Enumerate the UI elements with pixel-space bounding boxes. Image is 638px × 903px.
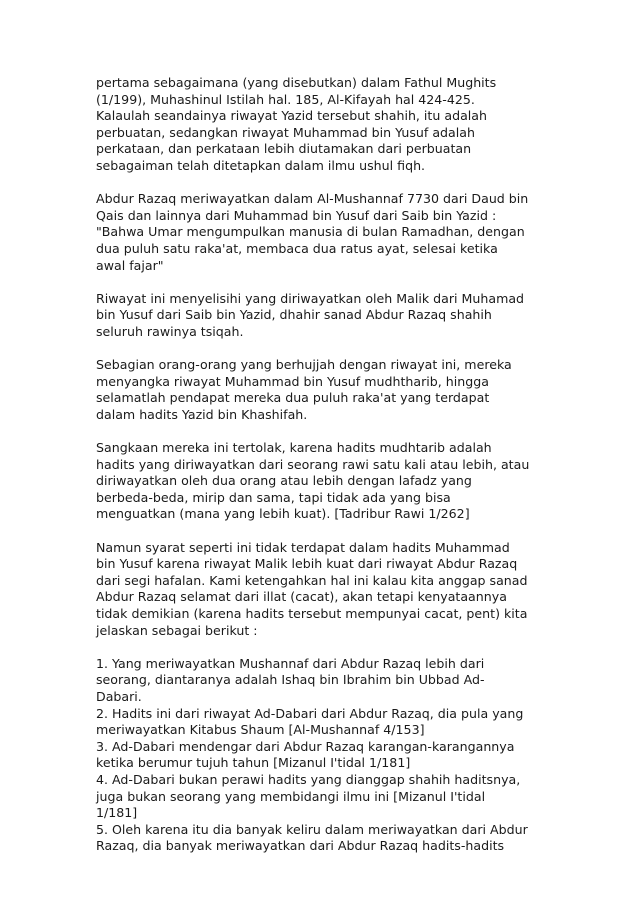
paragraph-gap [96,175,598,192]
text-line: Abdur Razaq meriwayatkan dalam Al-Mushannaf 7730 dari Daud bin [96,191,529,207]
text-line: selamatlah pendapat mereka dua puluh raka'at yang terdapat [96,390,490,406]
text-line: sebagaiman telah ditetapkan dalam ilmu ushul fiqh. [96,157,426,173]
text-line: 3. Ad-Dabari mendengar dari Abdur Razaq karangan-karangannya [96,738,515,754]
text-line: seorang, diantaranya adalah Ishaq bin Ibrahim bin Ubbad Ad- [96,672,485,688]
paragraph [96,75,598,175]
text-line: Qais dan lainnya dari Muhammad bin Yusuf dari Saib bin Yazid : [96,207,497,223]
text-line: tidak demikian (karena hadits tersebut mempunyai cacat, pent) kita [96,606,528,621]
text-line: bin Yusuf dari Saib bin Yazid, dhahir sanad Abdur Razaq shahih [96,307,492,323]
paragraph [96,540,598,640]
text-line: dari segi hafalan. Kami ketengahkan hal ini kalau kita anggap sanad [96,572,528,588]
text-line: 4. Ad-Dabari bukan perawi hadits yang dianggap shahih haditsnya, [96,771,521,787]
text-line: seluruh rawinya tsiqah. [96,323,244,339]
paragraph-gap [96,523,598,540]
paragraph-gap [96,341,598,358]
text-line: jelaskan sebagai berikut : [96,622,258,638]
text-line: awal fajar" [96,257,164,273]
text-line: Namun syarat seperti ini tidak terdapat dalam hadits Muhammad [96,539,510,555]
text-line: berbeda-beda, mirip dan sama, tapi tidak ada yang bisa [96,489,451,505]
paragraph [96,357,598,423]
text-line: juga bukan seorang yang membidangi ilmu ini [Mizanul I'tidal [96,788,486,804]
text-line: Sangkaan mereka ini tertolak, karena hadits mudhtarib adalah [96,440,492,456]
paragraph [96,191,598,274]
text-line: ketika berumur tujuh tahun [Mizanul I'tidal 1/181] [96,755,411,771]
text-line: (1/199), Muhashinul Istilah hal. 185, Al-Kifayah hal 424-425. [96,91,475,107]
text-line: bin Yusuf karena riwayat Malik lebih kuat dari riwayat Abdur Razaq [96,556,518,572]
paragraph [96,656,598,855]
text-line: perkataan, dan perkataan lebih diutamakan dari perbuatan [96,141,472,157]
text-line: hadits yang diriwayatkan dari seorang rawi satu kali atau lebih, atau [96,456,530,472]
text-line: pertama sebagaimana (yang disebutkan) dalam Fathul Mughits [96,75,497,90]
text-line: Abdur Razaq selamat dari illat (cacat), akan tetapi kenyataannya [96,589,507,605]
text-line: diriwayatkan oleh dua orang atau lebih dengan lafadz yang [96,473,472,489]
paragraph [96,291,598,341]
text-line: "Bahwa Umar mengumpulkan manusia di bulan Ramadhan, dengan [96,224,525,240]
document-body [96,75,598,855]
text-line: 5. Oleh karena itu dia banyak keliru dalam meriwayatkan dari Abdur [96,821,528,837]
paragraph [96,440,598,523]
text-line: Kalaulah seandainya riwayat Yazid tersebut shahih, itu adalah [96,108,487,124]
text-line: perbuatan, sedangkan riwayat Muhammad bin Yusuf adalah [96,124,475,140]
text-line: menguatkan (mana yang lebih kuat). [Tadribur Rawi 1/262] [96,506,470,522]
text-line: 2. Hadits ini dari riwayat Ad-Dabari dari Abdur Razaq, dia pula yang [96,705,524,721]
text-line: Riwayat ini menyelisihi yang diriwayatkan oleh Malik dari Muhamad [96,290,525,306]
text-line: 1/181] [96,805,138,821]
text-line: 1. Yang meriwayatkan Mushannaf dari Abdur Razaq lebih dari [96,655,485,671]
text-line: dalam hadits Yazid bin Khashifah. [96,406,308,422]
text-line: Sebagian orang-orang yang berhujjah dengan riwayat ini, mereka [96,357,512,373]
paragraph-gap [96,423,598,440]
text-line: dua puluh satu raka'at, membaca dua ratus ayat, selesai ketika [96,240,498,256]
paragraph-gap [96,639,598,656]
text-line: meriwayatkan Kitabus Shaum [Al-Mushannaf 4/153] [96,722,425,738]
text-line: Dabari. [96,688,142,704]
paragraph-gap [96,274,598,291]
text-line: menyangka riwayat Muhammad bin Yusuf mudhtharib, hingga [96,373,489,389]
text-line: Razaq, dia banyak meriwayatkan dari Abdur Razaq hadits-hadits [96,838,505,854]
